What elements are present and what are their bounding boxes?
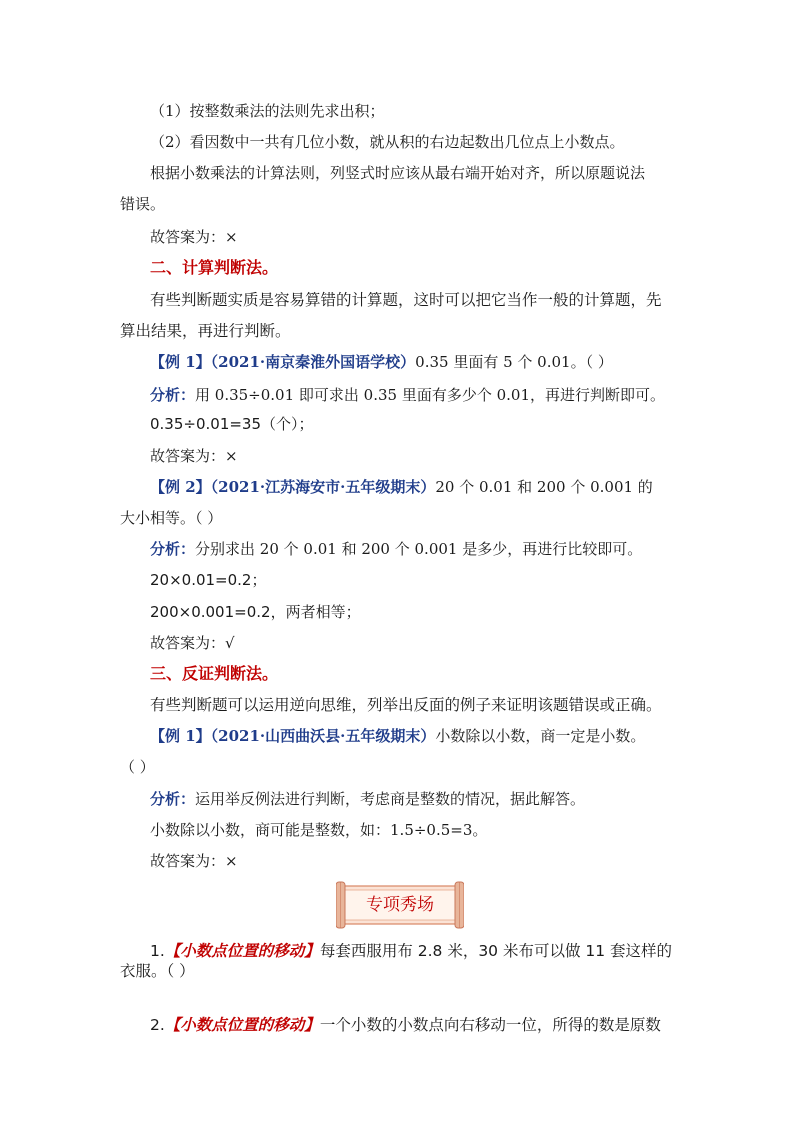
example-2-analysis [150, 538, 642, 560]
example-source: （2021·南京秦淮外国语学校） [210, 353, 416, 371]
reasoning-line: 根据小数乘法的计算法则，列竖式时应该从最右端开始对齐，所以原题说法 [150, 164, 646, 182]
example-1-analysis [150, 384, 665, 406]
analysis-text: 用 0.35÷0.01 即可求出 0.35 里面有多少个 0.01，再进行判断即可。 [195, 386, 666, 404]
reasoning-line-cont: 错误。 [120, 195, 166, 213]
example-3-question-cont: （ ） [120, 758, 155, 776]
example-3-answer: 故答案为：× [150, 852, 238, 870]
example-1-answer: 故答案为：× [150, 447, 238, 465]
example-1-calc: 0.35÷0.01=35（个）； [150, 415, 314, 433]
topic-tag: 【小数点位置的移动】 [164, 1016, 320, 1034]
practice-2 [150, 1014, 661, 1036]
problem-number: 2. [150, 1016, 165, 1034]
example-2-question-cont: 大小相等。（ ） [120, 509, 223, 527]
example-question: 小数除以小数，商一定是小数。 [435, 727, 646, 745]
example-2-calc-1: 20×0.01=0.2； [150, 571, 267, 589]
analysis-label: 分析： [150, 540, 196, 558]
problem-text: 每套西服用布 2.8 米，30 米布可以做 11 套这样的 [319, 942, 673, 960]
example-source: （2021·江苏海安市·五年级期末） [210, 478, 436, 496]
section-heading-calc: 二、计算判断法。 [150, 258, 279, 277]
rule-step-1: （1）按整数乘法的法则先求出积； [150, 102, 385, 120]
analysis-label: 分析： [150, 790, 196, 808]
analysis-text: 分别求出 20 个 0.01 和 200 个 0.001 是多少，再进行比较即可。 [195, 540, 643, 558]
example-question: 0.35 里面有 5 个 0.01。（ ） [415, 353, 613, 371]
section-intro: 有些判断题实质是容易算错的计算题，这时可以把它当作一般的计算题，先 [150, 291, 662, 309]
section-banner [336, 878, 464, 932]
banner-title: 专项秀场 [366, 895, 434, 915]
example-question: 20 个 0.01 和 200 个 0.001 的 [435, 478, 653, 496]
section-heading-counter: 三、反证判断法。 [150, 664, 279, 683]
rule-step-2: （2）看因数中一共有几位小数，就从积的右边起数出几位点上小数点。 [150, 133, 625, 151]
example-label: 【例 1】 [150, 353, 211, 371]
example-source: （2021·山西曲沃县·五年级期末） [210, 727, 436, 745]
analysis-text: 运用举反例法进行判断，考虑商是整数的情况，据此解答。 [195, 790, 586, 808]
example-1 [150, 351, 613, 373]
problem-number: 1. [150, 942, 165, 960]
practice-1-cont: 衣服。（ ） [120, 962, 195, 980]
example-3-calc: 小数除以小数，商可能是整数，如：1.5÷0.5=3。 [150, 821, 488, 839]
example-3 [150, 725, 645, 747]
problem-text: 一个小数的小数点向右移动一位，所得的数是原数 [319, 1016, 661, 1034]
example-label: 【例 2】 [150, 478, 211, 496]
example-2 [150, 476, 653, 498]
example-3-analysis [150, 788, 585, 810]
practice-1 [150, 940, 672, 962]
section-intro-cont: 算出结果，再进行判断。 [120, 322, 291, 340]
topic-tag: 【小数点位置的移动】 [164, 942, 320, 960]
analysis-label: 分析： [150, 386, 196, 404]
example-label: 【例 1】 [150, 727, 211, 745]
example-2-answer: 故答案为：√ [150, 634, 235, 652]
answer-line: 故答案为：× [150, 228, 238, 246]
example-2-calc-2: 200×0.001=0.2，两者相等； [150, 603, 361, 621]
section-intro: 有些判断题可以运用逆向思维，列举出反面的例子来证明该题错误或正确。 [150, 696, 662, 714]
